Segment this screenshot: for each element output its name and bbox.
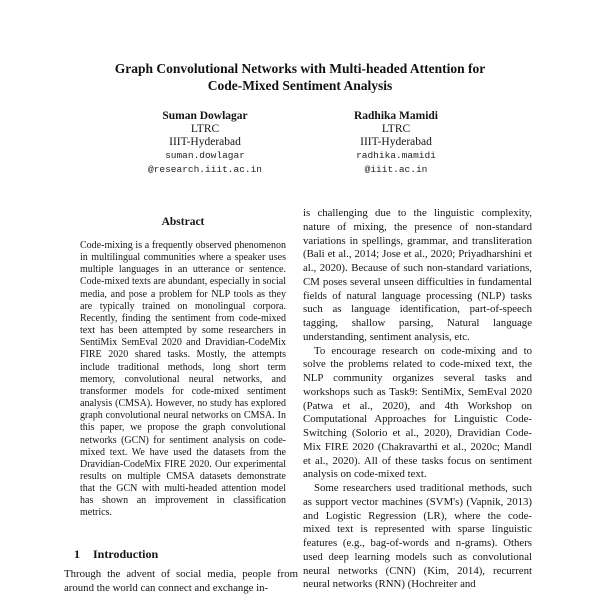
author-email-line1: suman.dowlagar [165,150,245,161]
author-email-line1: radhika.mamidi [356,150,436,161]
author-name: Radhika Mamidi [353,110,439,122]
paper-title-line1: Graph Convolutional Networks with Multi-headed Attention for [114,61,486,76]
section-1-paragraph: Through the advent of social media, people from around the world can connect and exchange in- [64,568,298,594]
right-column [303,207,532,600]
author-institution: IIIT-Hyderabad [169,136,241,148]
author-group: LTRC [190,123,220,135]
body-paragraph: To encourage research on code-mixing and to solve the problems related to code-mixed text, the NLP community organizes several tasks and workshops such as Task9: SentiMix, SemEval 2020 (Patwa et al., 2020), and 4th Workshop on Computational Approaches for Linguistic Code-Switching (Solorio et al., 2020), Dravidian Code-Mix FIRE 2020 (Chakravarthi et al., 2020c; Mandl et al., 2020). All of these tasks focus on sentiment analysis on code-mixed text. [303,344,532,481]
body-paragraph: is challenging due to the linguistic complexity, nature of mixing, the presence of non-standard variations in spellings, grammar, and transliteration (Bali et al., 2014; Jose et al., 2020; Priyadharshini et al., 2020). Because of such non-standard variations, CM poses several unseen difficulties in fundamental fields of natural language processing (NLP) tasks such as language identification, part-of-speech tagging, shallow parsing, Natural language understanding, sentiment analysis, etc. [303,207,532,343]
left-column [64,207,298,600]
abstract-text: Code-mixing is a frequently observed phenomenon in multilingual communities where a speaker uses multiple languages in an utterance or sentence. Code-mixed texts are abundant, especially in social media, and pose a problem for NLP tools as they are typically trained on monolingual corpora. Recently, finding the sentiment from code-mixed text has been attempted by some researchers in SentiMix SemEval 2020 and Dravidian-CodeMix FIRE 2020 shared tasks. Mostly, the attempts include traditional methods, long short term memory, convolutional neural networks, and transformer models for code-mixed sentiment analysis (CMSA). However, no study has explored graph convolutional neural networks on CMSA. In this paper, we propose the graph convolutional networks (GCN) for sentiment analysis on code-mixed text. We have used the datasets from the Dravidian-CodeMix FIRE 2020. Our experimental results on multiple CMSA datasets demonstrate that the GCN with multi-headed attention model has shown an improvement in classification metrics. [80,240,286,519]
author-email-line2: @research.iiit.ac.in [147,163,263,175]
author-group: LTRC [381,123,411,135]
author-institution: IIIT-Hyderabad [360,136,432,148]
abstract-heading: Abstract [161,216,205,228]
section-1-number: 1 [74,547,80,561]
body-paragraph: Some researchers used traditional methods, such as support vector machines (SVM's) (Vapnik, 2013) and Logistic Regression (LR), where the code-mixed text is represented with sparse linguistic features (e.g., bag-of-words and n-grams). Others used deep learning models such as convolutional neural networks (CNN) (Kim, 2014), recurrent neural networks (RNN) (Hochreiter and [303,482,532,591]
paper-title [85,60,515,94]
author-email-line2: @iiit.ac.in [364,163,428,175]
section-1-title: Introduction [93,547,159,561]
author-block-2 [294,109,498,176]
author-name: Suman Dowlagar [162,110,248,122]
section-1-heading [74,547,298,562]
paper-title-line2: Code-Mixed Sentiment Analysis [207,78,393,93]
author-block-1 [103,109,307,176]
